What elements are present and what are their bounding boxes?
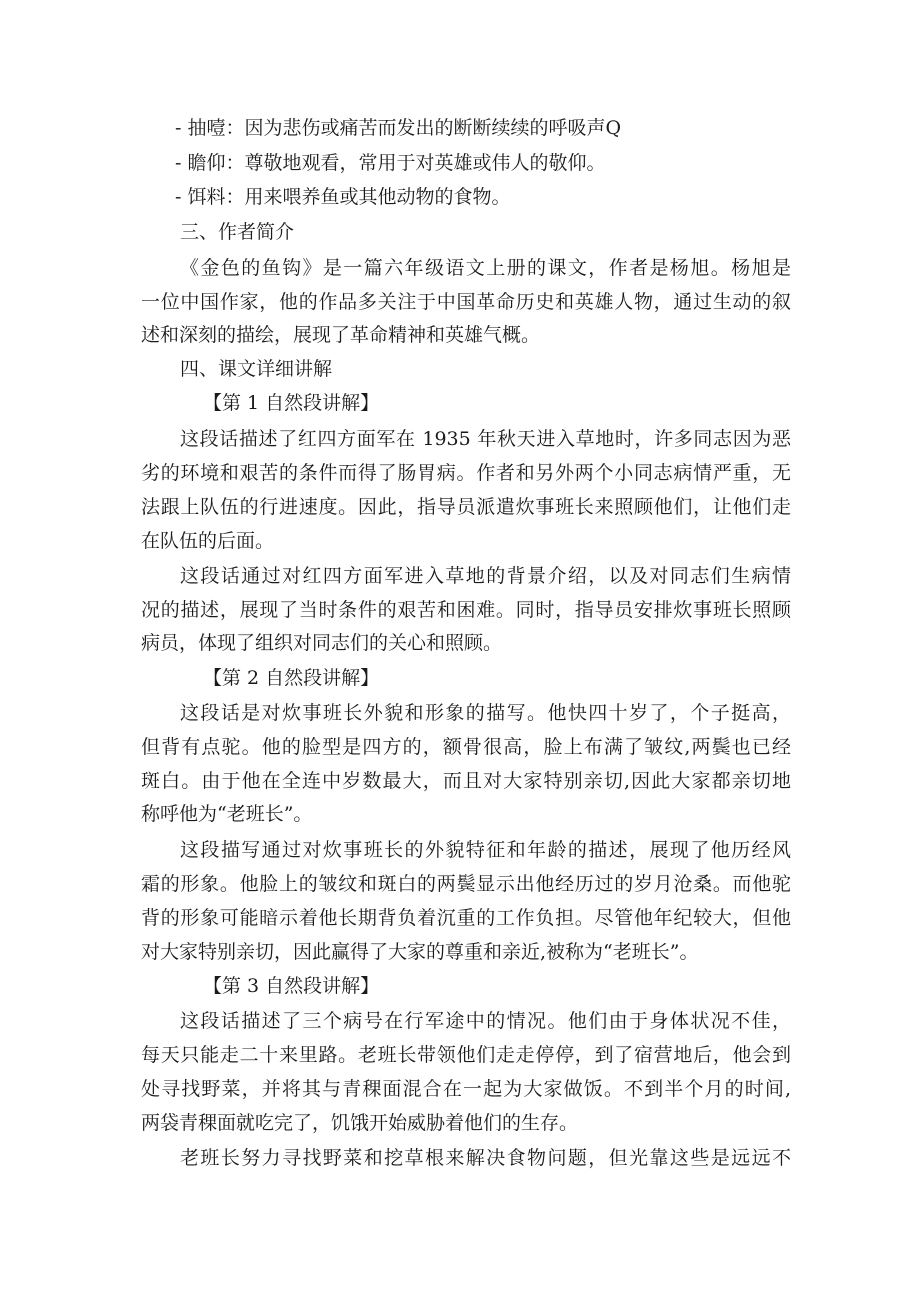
part2-title: 【第 2 自然段讲解】: [203, 667, 380, 689]
part1-title: 【第 1 自然段讲解】: [203, 392, 380, 414]
part3-p1-line: 两袋青稞面就吃完了，饥饿开始威胁着他们的生存。: [141, 1112, 579, 1134]
part1-p1-line: 在队伍的后面。: [141, 530, 275, 552]
part1-p2-line: 况的描述，展现了当时条件的艰苦和困难。同时，指导员安排炊事班长照顾: [141, 599, 791, 621]
part3-p1-line: 这段话描述了三个病号在行军途中的情况。他们由于身体状况不佳，: [180, 1010, 791, 1032]
part3-p2-line: 老班长努力寻找野菜和挖草根来解决食物问题，但光靠这些是远远不: [180, 1147, 791, 1169]
part2-p1-line: 斑白。由于他在全连中岁数最大，而且对大家特别亲切,因此大家都亲切地: [141, 770, 791, 792]
part1-p1-line: 这段话描述了红四方面军在 1935 年秋天进入草地时，许多同志因为恶: [180, 428, 791, 450]
part2-p2-line: 对大家特别亲切，因此赢得了大家的尊重和亲近,被称为“老班长”。: [141, 941, 699, 963]
part2-p2-line: 霜的形象。他脸上的皱纹和斑白的两鬓显示出他经历过的岁月沧桑。而他驼: [141, 873, 791, 895]
part1-p1-line: 劣的环境和艰苦的条件而得了肠胃病。作者和另外两个小同志病情严重，无: [141, 462, 791, 484]
part2-p1-line: 这段话是对炊事班长外貌和形象的描写。他快四十岁了，个子挺高，: [180, 702, 791, 724]
section-heading-explanation: 四、课文详细讲解: [180, 358, 333, 380]
part1-p1-line: 法跟上队伍的行进速度。因此，指导员派遣炊事班长来照顾他们，让他们走: [141, 496, 791, 518]
vocab-item-zhanyang: - 瞻仰：尊敬地观看，常用于对英雄或伟人的敬仰。: [175, 152, 606, 174]
vocab-item-choye: - 抽噎：因为悲伤或痛苦而发出的断断续续的呼吸声Q: [175, 117, 622, 139]
part2-p1-line: 但背有点驼。他的脸型是四方的，额骨很高，脸上布满了皱纹,两鬓也已经: [141, 736, 791, 758]
part1-p2-line: 这段话通过对红四方面军进入草地的背景介绍，以及对同志们生病情: [180, 565, 791, 587]
author-para-line: 一位中国作家，他的作品多关注于中国革命历史和英雄人物，通过生动的叙: [141, 291, 791, 313]
part1-p2-line: 病员，体现了组织对同志们的关心和照顾。: [141, 632, 503, 654]
part2-p2-line: 这段描写通过对炊事班长的外貌特征和年龄的描述，展现了他历经风: [180, 839, 791, 861]
vocab-item-erliao: - 饵料：用来喂养鱼或其他动物的食物。: [175, 186, 511, 208]
part3-p1-line: 每天只能走二十来里路。老班长带领他们走走停停，到了宿营地后，他会到: [141, 1044, 791, 1066]
section-heading-author: 三、作者简介: [180, 221, 295, 243]
part2-p2-line: 背的形象可能暗示着他长期背负着沉重的工作负担。尽管他年纪较大，但他: [141, 907, 791, 929]
author-para-line: 《金色的鱼钩》是一篇六年级语文上册的课文，作者是杨旭。杨旭是: [180, 257, 791, 279]
part3-title: 【第 3 自然段讲解】: [203, 975, 380, 997]
part3-p1-line: 处寻找野菜，并将其与青稞面混合在一起为大家做饭。不到半个月的时间,: [141, 1078, 791, 1100]
author-para-line: 述和深刻的描绘，展现了革命精神和英雄气概。: [141, 324, 541, 346]
part2-p1-line: 称呼他为“老班长”。: [141, 803, 313, 825]
